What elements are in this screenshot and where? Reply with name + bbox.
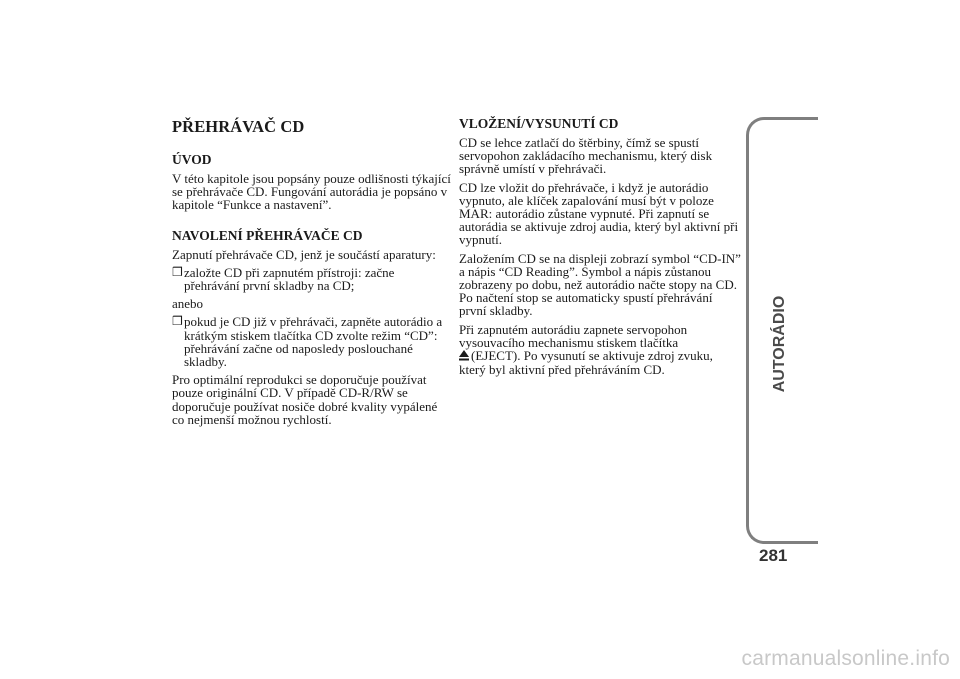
tip-paragraph: Pro optimální reprodukci se doporučuje používat pouze originální CD. V případě CD-R/RW se doporučuje používat nosiče dobré kvality vypálené co nejmenší možnou rychlostí.	[172, 372, 438, 427]
watermark: carmanualsonline.info	[741, 647, 950, 670]
chapter-title: PŘEHRÁVAČ CD	[172, 117, 305, 136]
intro-heading: ÚVOD	[172, 152, 212, 167]
page-number: 281	[759, 546, 788, 565]
insert-paragraph: CD se lehce zatlačí do štěrbiny, čímž se spustí servopohon zakládacího mechanismu, který disk správně umístí v přehrávači.	[459, 135, 713, 177]
bullet-text: pokud je CD již v přehrávači, zapněte autorádio a krátkým stiskem tlačítka CD zvolte režim “CD”: přehrávání začne od naposledy poslouchané skladby.	[184, 314, 443, 370]
eject-text-before: Při zapnutém autorádiu zapnete servopohon vysouvacího mechanismu stiskem tlačítka	[459, 321, 688, 350]
eject-text-after: (EJECT). Po vysunutí se aktivuje zdroj zvuku, který byl aktivní před přehráváním CD.	[459, 348, 713, 378]
select-paragraph: Zapnutí přehrávače CD, jenž je součástí aparatury:	[172, 246, 436, 262]
left-column	[172, 117, 452, 431]
right-column	[459, 115, 742, 381]
bullet-text: založte CD při zapnutém přístroji: začne přehrávání první skladby na CD;	[184, 264, 395, 294]
bullet-item	[172, 315, 452, 368]
checkbox-bullet-icon: ❒	[172, 314, 183, 329]
intro-paragraph: V této kapitole jsou popsány pouze odlišnosti týkající se přehrávače CD. Fungování autorádia je popsáno v kapitole “Funkce a nastavení”.	[172, 171, 451, 213]
ignition-paragraph: CD lze vložit do přehrávače, i když je autorádio vypnuto, ale klíček zapalování musí být v poloze MAR: autorádio zůstane vypnuté. Při zapnutí se autorádia se aktivuje zdroj audia, který byl aktivní při vypnutí.	[459, 179, 739, 248]
bullet-item	[172, 266, 452, 292]
display-paragraph: Založením CD se na displeji zobrazí symbol “CD-IN” a nápis “CD Reading”. Symbol a nápis zůstanou zobrazeny po dobu, než autorádio načte stopy na CD. Po načtení stop se automaticky spustí přehrávání první skladby.	[459, 250, 741, 319]
or-text: anebo	[172, 296, 204, 312]
checkbox-bullet-icon: ❒	[172, 264, 183, 279]
eject-heading: VLOŽENÍ/VYSUNUTÍ CD	[459, 116, 619, 131]
eject-paragraph	[459, 323, 742, 377]
select-heading: NAVOLENÍ PŘEHRÁVAČE CD	[172, 227, 363, 243]
section-label: AUTORÁDIO	[771, 295, 788, 393]
